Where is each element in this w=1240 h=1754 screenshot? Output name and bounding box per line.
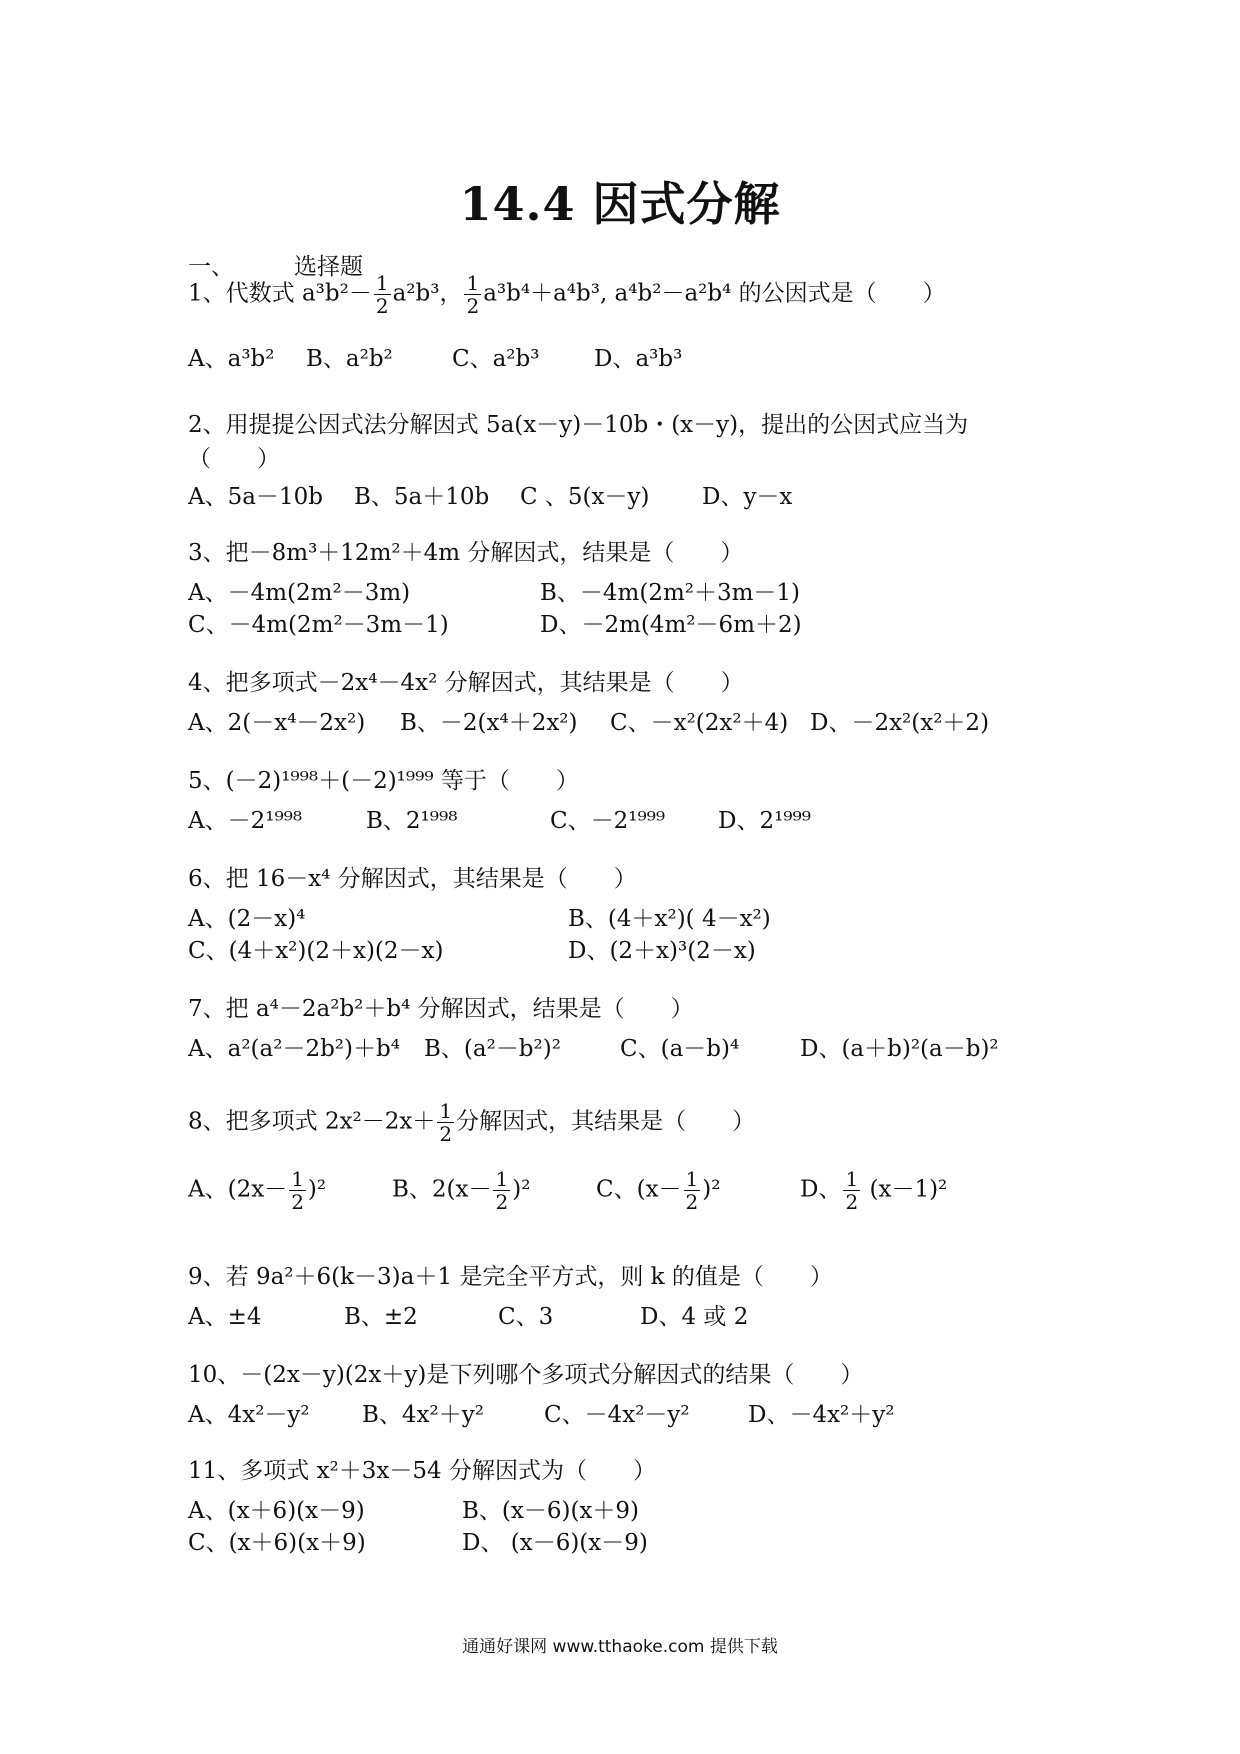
option-7c: C、(a－b)⁴ — [620, 1036, 740, 1062]
option-9b: B、±2 — [344, 1304, 418, 1330]
option-8b: B、2(x－ $\frac{1}{2}$ )² — [392, 1167, 531, 1214]
option-2b: B、5a＋10b — [354, 484, 490, 510]
option-2c: C 、5(x－y) — [520, 484, 650, 510]
option-4b: B、－2(x⁴＋2x²) — [400, 710, 578, 736]
fraction: $\frac{1}{2}$ — [495, 1167, 509, 1214]
option-1d: D、a³b³ — [594, 346, 683, 372]
option-5d: D、2¹⁹⁹⁹ — [718, 808, 811, 834]
option-6d: D、(2＋x)³(2－x) — [568, 938, 756, 964]
question-10: 10、－(2x－y)(2x＋y)是下列哪个多项式分解因式的结果（ ） — [188, 1362, 864, 1388]
option-4a: A、2(－x⁴－2x²) — [188, 710, 366, 736]
option-7d: D、(a＋b)²(a－b)² — [800, 1036, 999, 1062]
option-6a: A、(2－x)⁴ — [188, 906, 306, 932]
question-2: 2、用提提公因式法分解因式 5a(x－y)－10b・(x－y)，提出的公因式应当为 — [188, 412, 969, 438]
option-5b: B、2¹⁹⁹⁸ — [366, 808, 458, 834]
question-3: 3、把－8m³＋12m²＋4m 分解因式，结果是（ ） — [188, 540, 744, 566]
option-1b: B、a²b² — [306, 346, 393, 372]
option-6b: B、(4＋x²)( 4－x²) — [568, 906, 771, 932]
option-2d: D、y－x — [702, 484, 793, 510]
question-8-text-b: 分解因式，其结果是（ ） — [456, 1108, 756, 1135]
option-3c: C、－4m(2m²－3m－1) — [188, 612, 449, 638]
option-4c: C、－x²(2x²＋4) — [610, 710, 789, 736]
option-5c: C、－2¹⁹⁹⁹ — [550, 808, 666, 834]
fraction: $\frac{1}{2}$ — [291, 1167, 304, 1214]
question-2-bracket: （ ） — [188, 446, 280, 472]
option-11b: B、(x－6)(x＋9) — [462, 1498, 640, 1524]
option-11a: A、(x＋6)(x－9) — [188, 1498, 365, 1524]
fraction: $\frac{1}{2}$ — [466, 271, 480, 318]
option-7b: B、(a²－b²)² — [424, 1036, 561, 1062]
option-4d: D、－2x²(x²＋2) — [810, 710, 990, 736]
option-1a: A、a³b² — [188, 346, 275, 372]
option-1c: C、a²b³ — [452, 346, 540, 372]
option-3d: D、－2m(4m²－6m＋2) — [540, 612, 802, 638]
option-9c: C、3 — [498, 1304, 554, 1330]
fraction: $\frac{1}{2}$ — [375, 271, 389, 318]
question-1-text-b: a²b³， — [392, 280, 463, 307]
option-11d: D、 (x－6)(x－9) — [462, 1530, 648, 1556]
option-11c: C、(x＋6)(x＋9) — [188, 1530, 366, 1556]
question-8 — [188, 1100, 755, 1145]
question-6: 6、把 16－x⁴ 分解因式，其结果是（ ） — [188, 866, 637, 892]
option-8c: C、(x－ $\frac{1}{2}$ )² — [596, 1167, 721, 1214]
option-5a: A、－2¹⁹⁹⁸ — [188, 808, 303, 834]
option-7a: A、a²(a²－2b²)＋b⁴ — [188, 1036, 400, 1062]
question-9: 9、若 9a²＋6(k－3)a＋1 是完全平方式，则 k 的值是（ ） — [188, 1264, 833, 1290]
question-1 — [188, 272, 946, 317]
option-6c: C、(4＋x²)(2＋x)(2－x) — [188, 938, 444, 964]
option-8a: A、(2x－ $\frac{1}{2}$ )² — [188, 1167, 327, 1214]
question-4: 4、把多项式－2x⁴－4x² 分解因式，其结果是（ ） — [188, 670, 744, 696]
option-10d: D、－4x²＋y² — [748, 1402, 895, 1428]
option-9d: D、4 或 2 — [640, 1304, 749, 1330]
option-8d: D、 $\frac{1}{2}$ (x－1)² — [800, 1167, 948, 1214]
question-1-text-c: a³b⁴＋a⁴b³, a⁴b²－a²b⁴ 的公因式是（ ） — [483, 280, 946, 307]
question-1-text-a: 1、代数式 a³b²－ — [188, 280, 372, 307]
question-5: 5、(－2)¹⁹⁹⁸＋(－2)¹⁹⁹⁹ 等于（ ） — [188, 768, 579, 794]
option-2a: A、5a－10b — [188, 484, 323, 510]
option-10c: C、－4x²－y² — [544, 1402, 690, 1428]
section-label: 选择题 — [294, 254, 363, 280]
question-11: 11、多项式 x²＋3x－54 分解因式为（ ） — [188, 1458, 656, 1484]
section-number: 一、 — [188, 254, 234, 280]
option-3b: B、－4m(2m²＋3m－1) — [540, 580, 801, 606]
question-7: 7、把 a⁴－2a²b²＋b⁴ 分解因式，结果是（ ） — [188, 996, 694, 1022]
page-footer: 通通好课网 www.tthaoke.com 提供下载 — [462, 1637, 778, 1657]
page-title: 14.4 因式分解 — [459, 177, 781, 231]
option-10a: A、4x²－y² — [188, 1402, 310, 1428]
fraction: $\frac{1}{2}$ — [439, 1099, 453, 1146]
fraction: $\frac{1}{2}$ — [845, 1167, 859, 1214]
option-9a: A、±4 — [188, 1304, 262, 1330]
question-8-text-a: 8、把多项式 2x²－2x＋ — [188, 1108, 436, 1135]
fraction: $\frac{1}{2}$ — [685, 1167, 699, 1214]
option-10b: B、4x²＋y² — [362, 1402, 484, 1428]
option-3a: A、－4m(2m²－3m) — [188, 580, 411, 606]
